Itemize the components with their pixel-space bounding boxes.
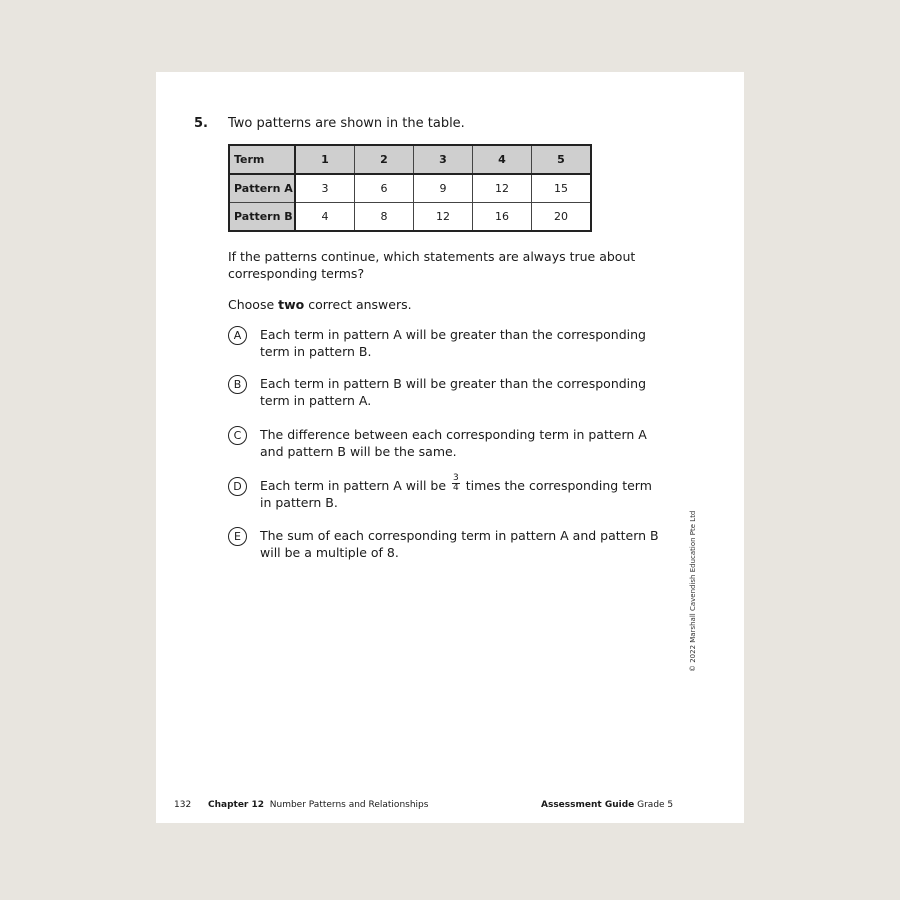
copyright-notice: © 2022 Marshall Cavendish Education Pte Ltd [689,510,697,672]
table-cell: 6 [355,174,414,203]
option-a-text: Each term in pattern A will be greater than the corresponding term in pattern B. [260,327,646,359]
option-c-circle[interactable]: C [228,426,247,445]
choose-suffix: correct answers. [304,297,412,312]
table-cell: 4 [295,203,355,232]
option-d-circle[interactable]: D [228,477,247,496]
footer-chapter-title: Number Patterns and Relationships [269,800,429,810]
table-term: 2 [355,145,414,174]
option-d-text-before: Each term in pattern A will be [260,478,447,493]
table-row [229,203,591,232]
table-cell: 8 [355,203,414,232]
patterns-table [228,144,592,232]
option-c-text: The difference between each corresponding term in pattern A and pattern B will be the same. [260,427,647,459]
footer-chapter [208,800,428,810]
fraction [452,474,460,493]
table-cell: 9 [414,174,473,203]
fraction-denominator: 4 [453,483,459,493]
table-term: 1 [295,145,355,174]
table-row [229,174,591,203]
footer-guide-label: Assessment Guide [541,800,635,810]
option-e-text: The sum of each corresponding term in pattern A and pattern B will be a multiple of 8. [260,528,659,560]
option-b-text: Each term in pattern B will be greater than the corresponding term in pattern A. [260,376,647,408]
table-cell: 3 [295,174,355,203]
table-cell: 15 [532,174,592,203]
row-label: Pattern B [229,203,295,232]
table-term: 3 [414,145,473,174]
option-d-text-after: times the corresponding term in pattern B. [260,478,652,510]
fraction-numerator: 3 [453,473,459,483]
question-prompt: If the patterns continue, which statements are always true about corresponding terms? [228,249,636,281]
option-a-circle[interactable]: A [228,326,247,345]
table-header-row [229,145,591,174]
footer-page-number: 132 [174,800,192,810]
question-intro: Two patterns are shown in the table. [228,116,465,131]
choose-instruction [228,297,412,312]
footer-guide [541,800,673,810]
table-cell: 12 [473,174,532,203]
table-term: 5 [532,145,592,174]
choose-prefix: Choose [228,297,279,312]
option-d-text [260,473,660,511]
table-term: 4 [473,145,532,174]
table-cell: 12 [414,203,473,232]
question-number: 5. [194,116,208,131]
worksheet-page [156,72,744,823]
table-cell: 20 [532,203,592,232]
choose-bold: two [278,297,305,312]
footer-chapter-label: Chapter 12 [208,800,265,810]
table-header-label: Term [229,145,295,174]
footer-grade: Grade 5 [637,800,674,810]
option-b-circle[interactable]: B [228,375,247,394]
option-e-circle[interactable]: E [228,527,247,546]
row-label: Pattern A [229,174,295,203]
table-cell: 16 [473,203,532,232]
